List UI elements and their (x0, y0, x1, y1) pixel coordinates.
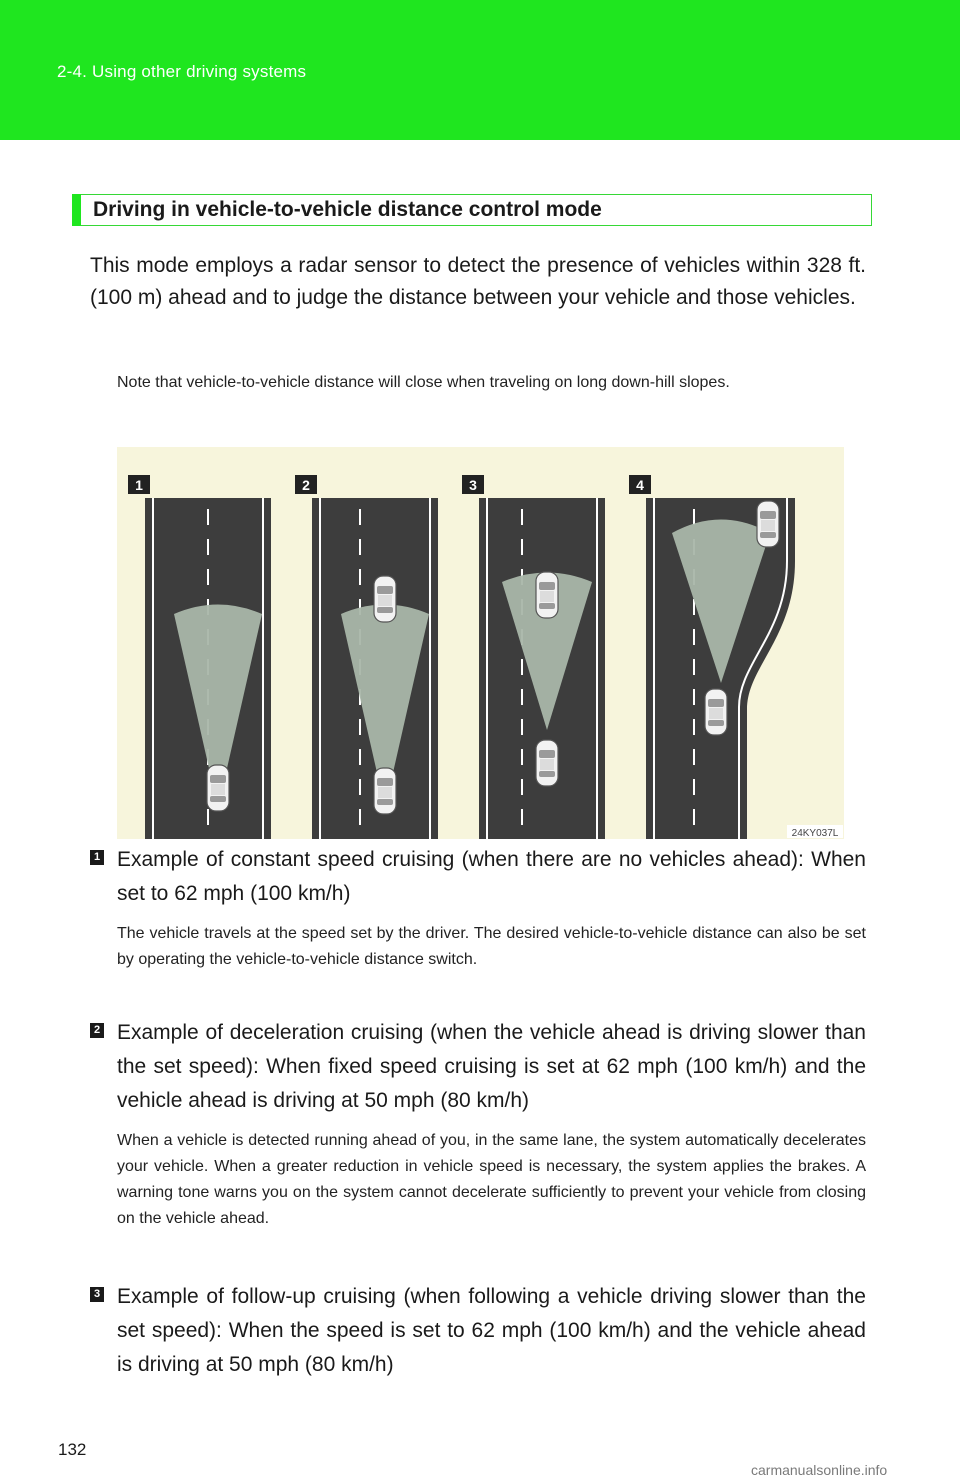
figure-panel-label: 4 (636, 477, 644, 493)
item-marker: 2 (90, 1023, 104, 1038)
note-paragraph: Note that vehicle-to-vehicle distance will close when traveling on long down-hill slopes. (117, 374, 730, 391)
figure-panel-2 (295, 475, 438, 839)
section-heading (72, 194, 872, 226)
item-lead: Example of constant speed cruising (when there are no vehicles ahead): When set to 62 mph (100 km/h) (117, 848, 866, 905)
figure-panel-label: 3 (469, 477, 477, 493)
intro-paragraph: This mode employs a radar sensor to detect the presence of vehicles within 328 ft. (100 m) ahead and to judge the distance between your vehicle and those vehicles. (90, 254, 866, 309)
page-number: 132 (58, 1440, 87, 1459)
section-heading-title: Driving in vehicle-to-vehicle distance control mode (93, 198, 602, 221)
list-item (90, 843, 866, 973)
header-bar (0, 0, 960, 140)
list-item (90, 1016, 866, 1232)
figure-panel-1 (128, 475, 271, 839)
item-detail: The vehicle travels at the speed set by the driver. The desired vehicle-to-vehicle distance can also be set by operating the vehicle-to-vehicle distance switch. (117, 925, 866, 968)
figure-panel-label: 2 (302, 477, 310, 493)
item-lead: Example of deceleration cruising (when the vehicle ahead is driving slower than the set speed): When fixed speed cruising is set at 62 mph (100 km/h) and the vehicle ahead is driving at 50 mph (80 km/h) (117, 1021, 866, 1112)
item-marker: 3 (90, 1287, 104, 1302)
item-detail: When a vehicle is detected running ahead of you, in the same lane, the system automatically decelerates your vehicle. When a greater reduction in vehicle speed is necessary, the system applies the brakes. A warning tone warns you on the system cannot decelerate sufficiently to prevent your vehicle from closing on the vehicle ahead. (117, 1132, 866, 1227)
section-heading-tab (72, 194, 81, 226)
list-item (90, 1280, 866, 1382)
radar-illustration (117, 447, 844, 839)
figure-panel-3 (462, 475, 605, 839)
watermark: carmanualsonline.info (751, 1462, 888, 1478)
item-marker: 1 (90, 850, 104, 865)
figure-code: 24KY037L (791, 828, 839, 839)
item-lead: Example of follow-up cruising (when following a vehicle driving slower than the set speed): When the speed is set to 62 mph (100 km/h) and the vehicle ahead is driving at 50 mph (80 km/h) (117, 1285, 866, 1376)
header-section-title: 2-4. Using other driving systems (57, 62, 307, 81)
figure-panel-label: 1 (135, 477, 143, 493)
